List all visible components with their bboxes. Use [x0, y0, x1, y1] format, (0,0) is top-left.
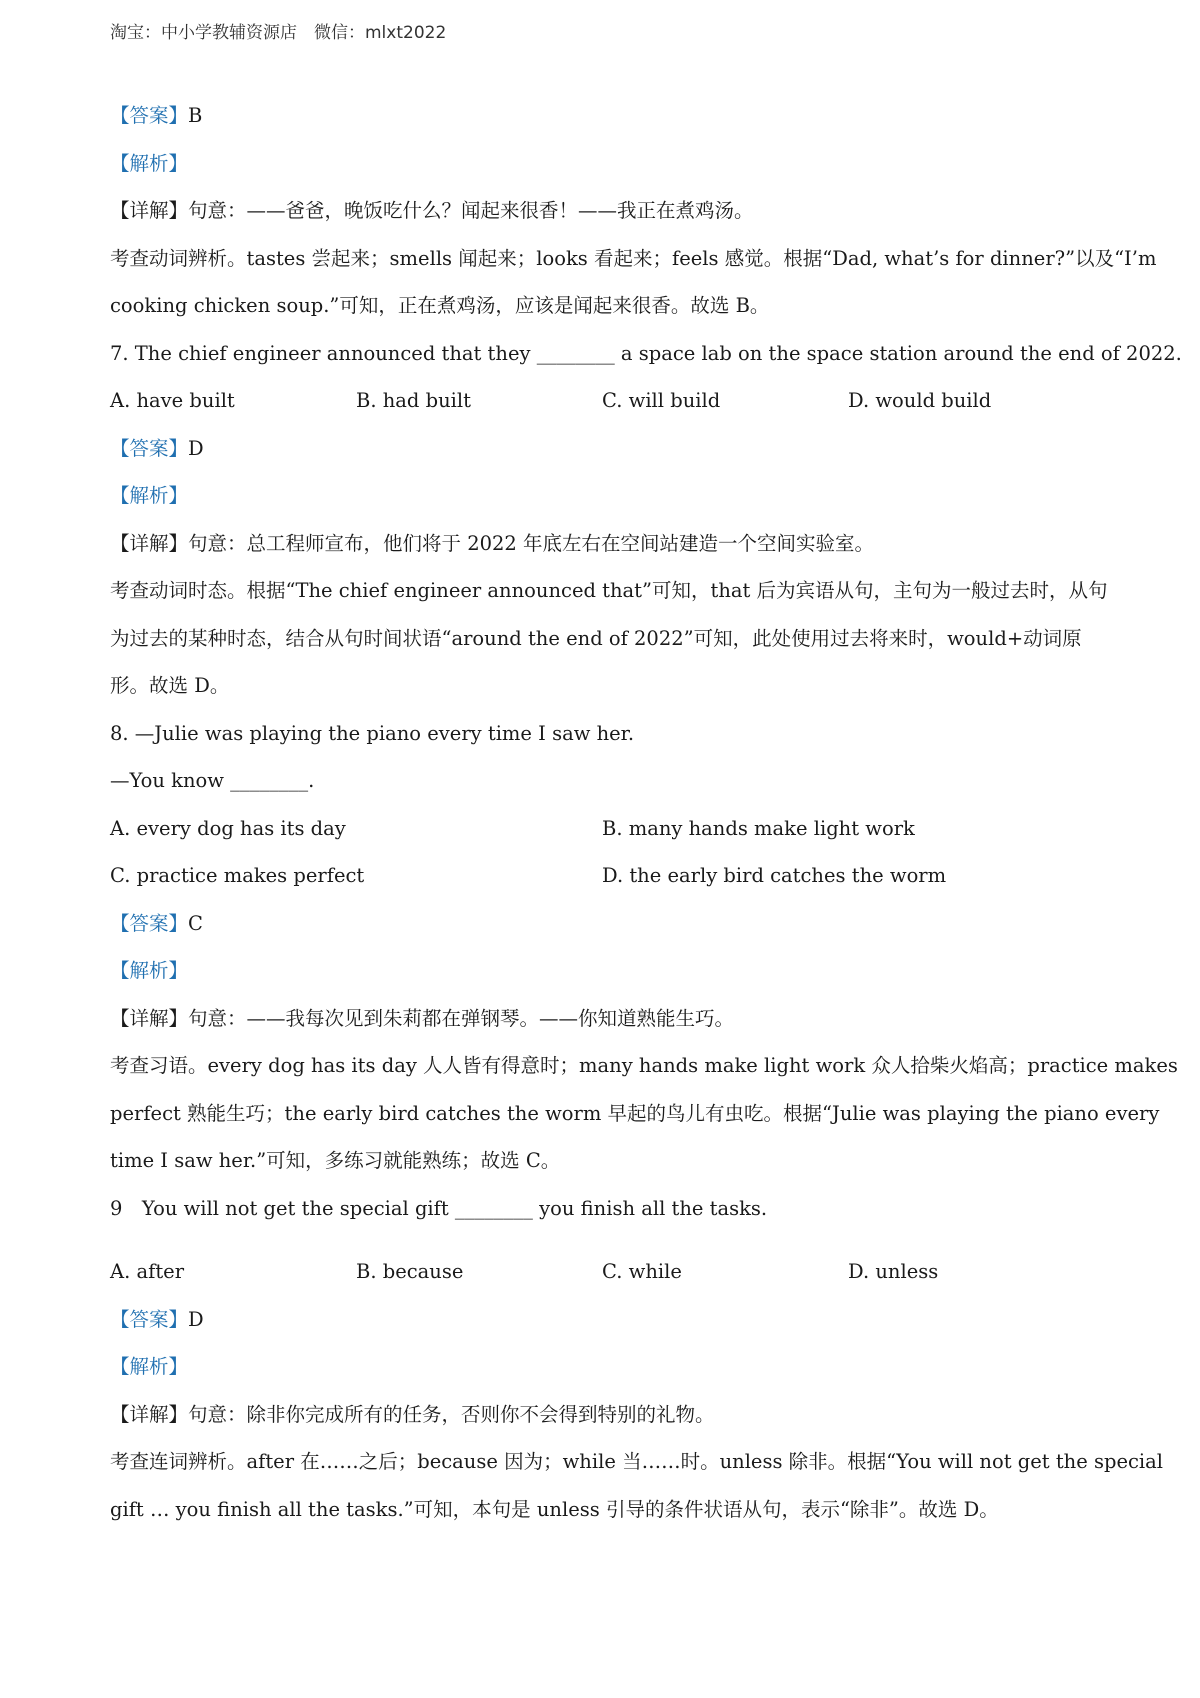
page-header: 淘宝：中小学教辅资源店 微信：mlxt2022 — [110, 23, 447, 43]
options-row — [110, 1248, 1110, 1296]
detail-line — [110, 995, 1110, 1043]
option-a: A. have built — [110, 389, 235, 412]
option-d: D. would build — [848, 389, 992, 412]
answer-value: B — [188, 104, 203, 127]
answer-line — [110, 92, 1110, 140]
options-row — [110, 852, 1110, 900]
detail-text: 句意：——我每次见到朱莉都在弹钢琴。——你知道熟能生巧。 — [188, 1006, 735, 1030]
detail-text: 句意：——爸爸，晚饭吃什么？闻起来很香！——我正在煮鸡汤。 — [188, 199, 754, 222]
analysis-tag: 【解析】 — [110, 1355, 189, 1378]
document-body — [110, 92, 1182, 1533]
question-stem: 8. —Julie was playing the piano every time I saw her. — [110, 721, 635, 745]
question-stem: —You know ________. — [110, 769, 315, 792]
detail-tag: 【详解】 — [110, 1402, 189, 1426]
answer-tag: 【答案】 — [110, 911, 189, 935]
explanation-line: perfect 熟能生巧；the early bird catches the worm 早起的鸟儿有虫吃。根据“Julie was playing the piano every — [110, 1101, 1160, 1125]
answer-value: C — [188, 911, 203, 935]
option-b: B. had built — [356, 389, 471, 412]
question-stem: 9 You will not get the special gift ________ you finish all the tasks. — [110, 1196, 768, 1220]
option-d: D. unless — [848, 1260, 939, 1283]
explanation-line: 考查动词时态。根据“The chief engineer announced that”可知，that 后为宾语从句，主句为一般过去时，从句 — [110, 579, 1108, 602]
answer-line — [110, 1296, 1110, 1344]
option-b: B. because — [356, 1260, 464, 1283]
analysis-tag: 【解析】 — [110, 484, 189, 507]
question-stem: 7. The chief engineer announced that they ________ a space lab on the space station around the end of 2022. — [110, 341, 1182, 365]
explanation-line: cooking chicken soup.”可知，正在煮鸡汤，应该是闻起来很香。故选 B。 — [110, 294, 770, 317]
analysis-tag: 【解析】 — [110, 959, 189, 982]
option-c: C. while — [602, 1260, 682, 1283]
option-d: D. the early bird catches the worm — [602, 864, 947, 887]
options-row — [110, 805, 1110, 853]
detail-text: 句意：总工程师宣布，他们将于 2022 年底左右在空间站建造一个空间实验室。 — [188, 531, 875, 555]
answer-line — [110, 425, 1110, 473]
option-b: B. many hands make light work — [602, 816, 915, 840]
answer-value: D — [188, 436, 204, 460]
explanation-line: 考查连词辨析。after 在……之后；because 因为；while 当……时。unless 除非。根据“You will not get the special — [110, 1450, 1164, 1473]
analysis-line — [110, 140, 1110, 188]
analysis-line — [110, 1343, 1110, 1391]
explanation-line: 考查动词辨析。tastes 尝起来；smells 闻起来；looks 看起来；feels 感觉。根据“Dad, what’s for dinner?”以及“I’m — [110, 246, 1157, 270]
detail-text: 句意：除非你完成所有的任务，否则你不会得到特别的礼物。 — [188, 1402, 715, 1426]
option-a: A. after — [110, 1260, 185, 1283]
answer-line — [110, 900, 1110, 948]
spacer — [110, 1232, 1110, 1248]
answer-tag: 【答案】 — [110, 436, 189, 460]
detail-line — [110, 1391, 1110, 1439]
explanation-line: time I saw her.”可知，多练习就能熟练；故选 C。 — [110, 1149, 561, 1172]
option-c: C. will build — [602, 389, 721, 412]
detail-tag: 【详解】 — [110, 199, 189, 222]
analysis-line — [110, 472, 1110, 520]
detail-tag: 【详解】 — [110, 1006, 189, 1030]
analysis-line — [110, 947, 1110, 995]
option-a: A. every dog has its day — [110, 816, 346, 840]
options-row — [110, 377, 1110, 425]
detail-line — [110, 520, 1110, 568]
explanation-line: gift … you finish all the tasks.”可知，本句是 unless 引导的条件状语从句，表示“除非”。故选 D。 — [110, 1497, 999, 1521]
answer-tag: 【答案】 — [110, 1307, 189, 1331]
answer-value: D — [188, 1307, 204, 1331]
explanation-line: 形。故选 D。 — [110, 674, 230, 697]
detail-line — [110, 187, 1110, 235]
option-c: C. practice makes perfect — [110, 864, 365, 887]
detail-tag: 【详解】 — [110, 531, 189, 555]
analysis-tag: 【解析】 — [110, 151, 189, 175]
answer-tag: 【答案】 — [110, 104, 189, 127]
explanation-line: 考查习语。every dog has its day 人人皆有得意时；many hands make light work 众人拾柴火焰高；practice makes — [110, 1054, 1178, 1077]
explanation-line: 为过去的某种时态，结合从句时间状语“around the end of 2022”可知，此处使用过去将来时，would+动词原 — [110, 626, 1082, 650]
